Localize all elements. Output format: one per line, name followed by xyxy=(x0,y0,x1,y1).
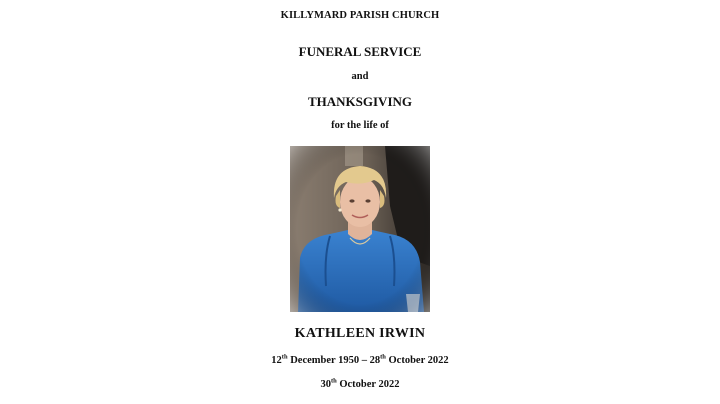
thanksgiving-title: THANKSGIVING xyxy=(307,94,413,109)
for-life-text: for the life of xyxy=(331,120,389,131)
service-day-suffix: th xyxy=(330,377,337,385)
death-rest: October 2022 xyxy=(385,355,449,366)
deceased-name: KATHLEEN IRWIN xyxy=(294,326,426,341)
death-day-suffix: th xyxy=(380,353,386,361)
portrait-photo xyxy=(290,146,430,312)
service-date xyxy=(0,379,720,390)
service-day: 30 xyxy=(320,379,331,390)
service-rest: October 2022 xyxy=(336,379,400,390)
birth-day-suffix: th xyxy=(281,353,288,361)
service-title: FUNERAL SERVICE xyxy=(298,44,422,59)
birth-day: 12 xyxy=(271,355,282,366)
life-dates xyxy=(0,355,720,366)
church-name: KILLYMARD PARISH CHURCH xyxy=(280,10,440,21)
conjunction-text: and xyxy=(351,71,369,82)
birth-rest: December 1950 – 28 xyxy=(287,355,381,366)
